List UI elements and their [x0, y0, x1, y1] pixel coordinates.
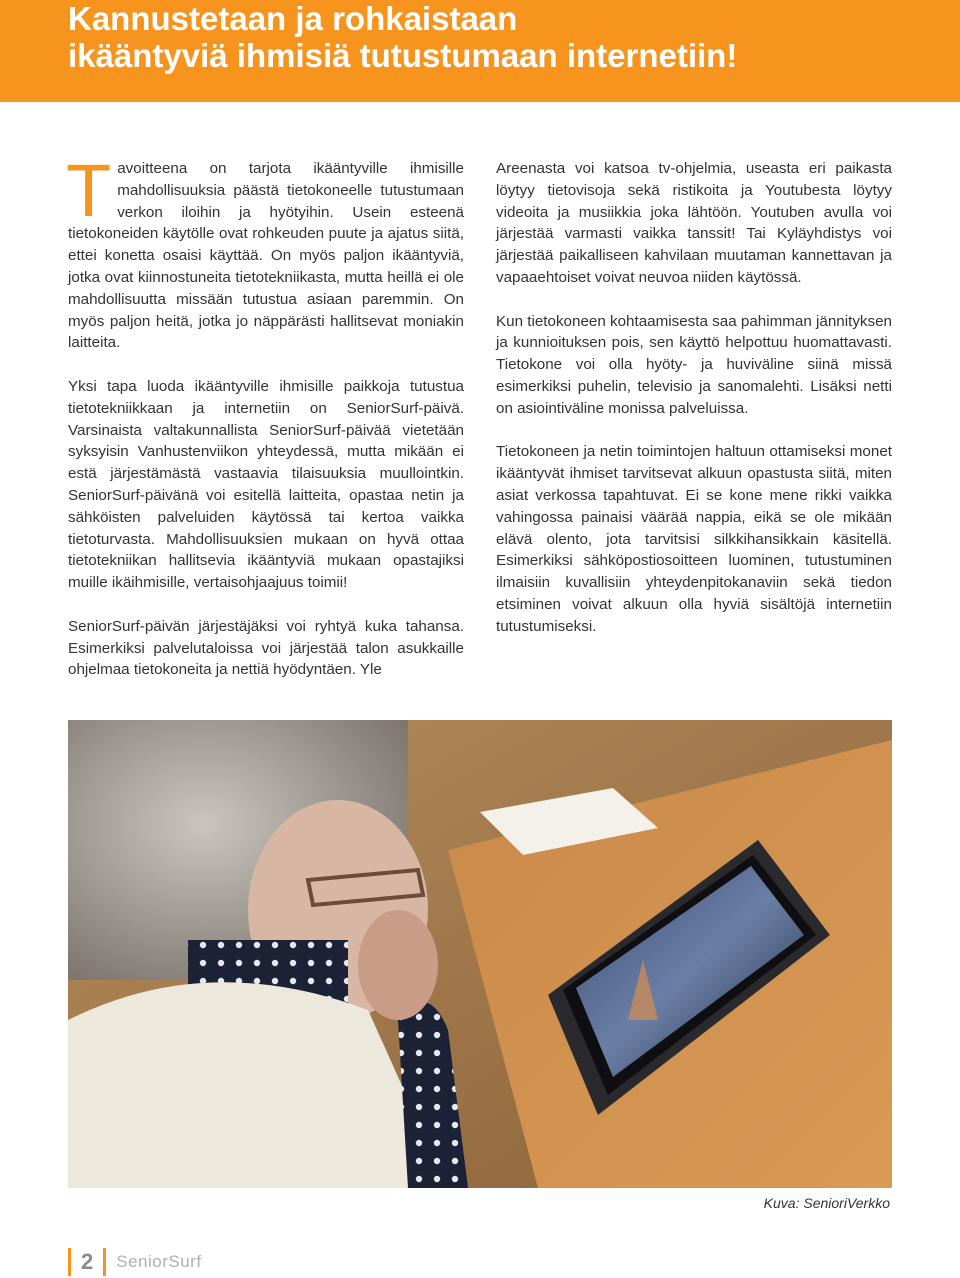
footer-divider: [68, 1248, 71, 1276]
page-number: 2: [81, 1249, 94, 1274]
page-title: [68, 0, 948, 74]
page-title-line-1: Kannustetaan ja rohkaistaan: [68, 0, 518, 37]
paragraph: SeniorSurf-päivän järjestäjäksi voi ryhtyä kuka tahansa. Esimerkiksi palvelutaloissa voi järjestää talon asukkaille ohjelmaa tietokoneita ja nettiä hyödyntäen. Yle: [68, 617, 464, 679]
paragraph: Tietokoneen ja netin toimintojen haltuun ottamiseksi monet ikääntyvät ihmiset tarvitsevat alkuun opastusta siitä, miten asiat verkossa tapahtuvat. Ei se kone mene rikki vaikka vahingossa painaisi väärää nappia, eikä se ole mikään elävä olento, jota tarvitsisi silkkihansikkain käsitellä. Esimerkiksi sähköpostiosoitteen luominen, tutustuminen ilmaisiin kuvallisiin yhteydenpitokanaviin sekä tiedon etsiminen voivat alkuun olla hyviä sisältöjä internetiin tutustumiseksi.: [496, 443, 892, 635]
footer-brand: SeniorSurf: [116, 1252, 202, 1271]
paragraph: Kun tietokoneen kohtaamisesta saa pahimman jännityksen ja kunnioituksen pois, sen käyttö helpottuu huomattavasti. Tietokone voi olla hyöty- ja huviväline siinä missä esimerkiksi puhelin, televisio ja sanomalehti. Lisäksi netti on asiointiväline monissa palveluissa.: [496, 312, 892, 417]
drop-cap: T: [66, 149, 112, 232]
paragraph-text: avoitteena on tarjota ikääntyville ihmisille mahdollisuuksia päästä tietokoneelle tutustumaan verkon iloihin ja hyötyihin. Usein esteenä tietokoneiden käytölle ovat rohkeuden puute ja ajatus siitä, ettei konetta osaisi käyttää. On myös paljon ikääntyviä, jotka ovat kiinnostuneita tietotekniikasta, mutta heillä ei ole mahdollisuutta missään tutustua asiaan paremmin. On myös paljon heitä, jotka jo näppärästi hallitsevat moniakin laitteita.: [68, 160, 464, 352]
paragraph: Yksi tapa luoda ikääntyville ihmisille paikkoja tutustua tietotekniikkaan ja internetiin on SeniorSurf-päivä. Varsinaista valtakunnallista SeniorSurf-päivää vietetään syksyisin Vanhustenviikon yhteydessä, mutta mikään ei estä järjestämästä vastaavia tilaisuuksia muullointkin. SeniorSurf-päivänä voi esitellä laitteita, opastaa netin ja sähköisten palveluiden käytössä tai kertoa vaikka tietoturvasta. Mahdollisuuksien mukaan on hyvä ottaa tietotekniikan hallitsevia ikääntyviä mukaan opastajiksi muille ikäihmisille, vertaisohjaajuus toimii!: [68, 377, 464, 592]
paragraph: [66, 149, 464, 354]
photo-caption: Kuva: SenioriVerkko: [763, 1195, 890, 1211]
photo-illustration: [68, 720, 892, 1188]
article-column-left: [66, 149, 464, 703]
article-photo: [68, 720, 892, 1188]
title-banner: [0, 0, 960, 102]
hands: [358, 910, 438, 1020]
footer-divider: [103, 1248, 106, 1276]
article-column-right: [496, 158, 892, 659]
paragraph: Areenasta voi katsoa tv-ohjelmia, useasta eri paikasta löytyy tietovisoja sekä ristikoita ja Youtubesta löytyy videoita ja musiikkia joka lähtöön. Youtuben avulla voi järjestää varmasti vaikka tanssit! Tai Kyläyhdistys voi järjestää paikalliseen kahvilaan muutaman kannettavan ja vapaaehtoiset voivat neuvoa niiden käytössä.: [496, 160, 892, 286]
page-footer: [68, 1246, 202, 1278]
page-title-line-2: ikääntyviä ihmisiä tutustumaan internetiin!: [68, 37, 738, 74]
